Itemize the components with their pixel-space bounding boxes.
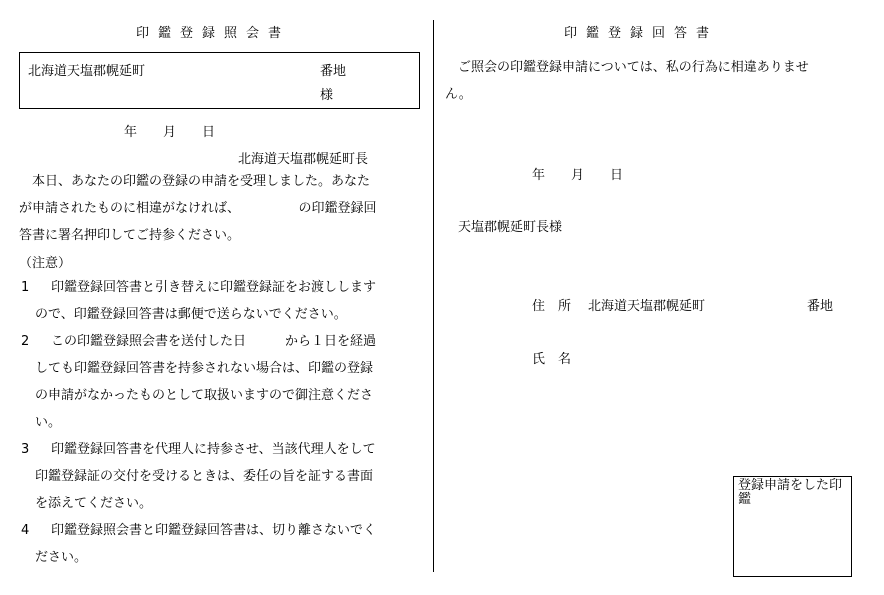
inquiry-issuer: 北海道天塩郡幌延町長 [238,152,369,167]
reply-body-line: ご照会の印鑑登録申請については、私の行為に相違ありませ [458,60,809,75]
applicant-name-label: 氏 名 [532,352,572,367]
inquiry-body [19,168,377,249]
inquiry-date: 年 月 日 [124,125,216,140]
recipient-honorific: 様 [320,88,334,103]
note-number: 1 [21,280,30,295]
reply-body-line: ん。 [445,87,472,102]
inquiry-title: 印鑑登録照会書 [136,26,291,41]
note-number: 4 [21,523,30,538]
applicant-address-label: 住 所 [532,299,572,314]
note-line: この印鑑登録照会書を送付した日 から１日を経過 [51,334,377,349]
note-item [21,517,376,571]
registered-seal-box [733,476,852,577]
note-line: 印鑑登録照会書と印鑑登録回答書は、切り離さないでく [51,523,377,538]
note-line: い。 [35,415,62,430]
note-line: を添えてください。 [35,496,153,511]
note-item [21,328,376,436]
note-line: の申請がなかったものとして取扱いますので御注意くださ [35,388,374,403]
note-line: 印鑑登録証の交付を受けるときは、委任の旨を証する書面 [35,469,374,484]
reply-date: 年 月 日 [532,168,624,183]
notes-heading: （注意） [19,256,72,271]
applicant-banchi: 番地 [807,299,834,314]
inquiry-body-line: 本日、あなたの印鑑の登録の申請を受理しました。あなた [32,174,371,189]
reply-title: 印鑑登録回答書 [564,26,719,41]
inquiry-body-line: 答書に署名押印してご持参ください。 [19,228,241,243]
registered-seal-label: 登録申請をした印鑑 [738,478,843,507]
note-item [21,436,376,517]
note-line: ださい。 [35,550,88,565]
reply-body [445,54,809,108]
inquiry-body-line: が申請されたものに相違がなければ、 の印鑑登録回 [19,201,377,216]
vertical-divider [433,20,434,572]
notes-list [21,274,376,571]
note-line: 印鑑登録回答書を代理人に持参させ、当該代理人をして [51,442,376,457]
reply-addressee: 天塩郡幌延町長様 [458,220,563,235]
note-line: 印鑑登録回答書と引き替えに印鑑登録証をお渡しします [51,280,377,295]
recipient-address: 北海道天塩郡幌延町 [28,64,146,79]
note-line: しても印鑑登録回答書を持参されない場合は、印鑑の登録 [35,361,374,376]
applicant-address-value: 北海道天塩郡幌延町 [588,299,706,314]
note-item [21,274,376,328]
note-number: 3 [21,442,30,457]
note-number: 2 [21,334,30,349]
note-line: ので、印鑑登録回答書は郵便で送らないでください。 [35,307,347,322]
recipient-banchi: 番地 [320,64,347,79]
recipient-address-box [19,52,420,109]
